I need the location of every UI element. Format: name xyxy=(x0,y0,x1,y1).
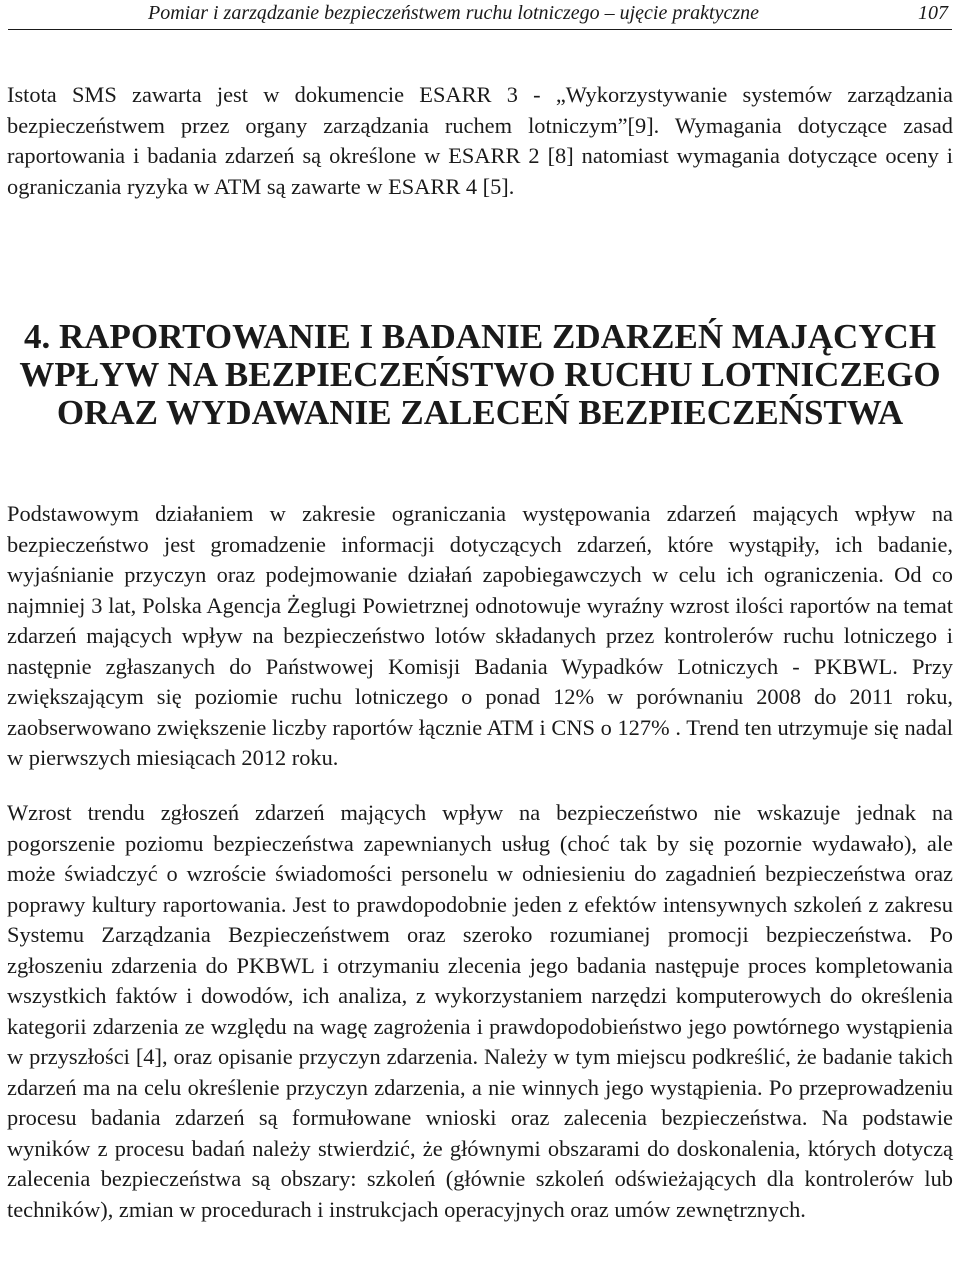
body-paragraph-2: Podstawowym działaniem w zakresie ograniczania występowania zdarzeń mających wpływ na bezpieczeństwo jest gromadzenie informacji dotyczących zdarzeń, które wystąpiły, ich badanie, wyjaśnianie przyczyn oraz podejmowanie działań zapobiegawczych w celu ich ograniczenia. Od co najmniej 3 lat, Polska Agencja Żeglugi Powietrznej odnotowuje wyraźny wzrost ilości raportów na temat zdarzeń mających wpływ na bezpieczeństwo lotów składanych przez kontrolerów ruchu lotniczego i następnie zgłaszanych do Państwowej Komisji Badania Wypadków Lotniczych - PKBWL. Przy zwiększającym się poziomie ruchu lotniczego o ponad 12% w porównaniu 2008 do 2011 roku, zaobserwowano zwiększenie liczby raportów łącznie ATM i CNS o 127% . Trend ten utrzymuje się nadal w pierwszych miesiącach 2012 roku. xyxy=(7,501,953,770)
section-heading-line-2: WPŁYW NA BEZPIECZEŃSTWO RUCHU LOTNICZEGO xyxy=(19,355,941,394)
section-heading xyxy=(0,318,960,432)
section-heading-line-1: 4. RAPORTOWANIE I BADANIE ZDARZEŃ MAJĄCYCH xyxy=(23,317,937,356)
running-header xyxy=(8,0,952,30)
body-paragraph-1: Istota SMS zawarta jest w dokumencie ESARR 3 - „Wykorzystywanie systemów zarządzania bezpieczeństwem przez organy zarządzania ruchem lotniczym”[9]. Wymagania dotyczące zasad raportowania i badania zdarzeń są określone w ESARR 2 [8] natomiast wymagania dotyczące oceny i ograniczania ryzyka w ATM są zawarte w ESARR 4 [5]. xyxy=(7,82,953,199)
page-number: 107 xyxy=(918,2,948,24)
section-heading-line-3: ORAZ WYDAWANIE ZALECEŃ BEZPIECZEŃSTWA xyxy=(56,393,904,432)
body-paragraph-3: Wzrost trendu zgłoszeń zdarzeń mających wpływ na bezpieczeństwo nie wskazuje jednak na pogorszenie poziomu bezpieczeństwa zapewnianych usług (choć tak by się pozornie wydawało), ale może świadczyć o wzroście świadomości personelu w odniesieniu do zagadnień bezpieczeństwa oraz poprawy kultury raportowania. Jest to prawdopodobnie jeden z efektów intensywnych szkoleń z zakresu Systemu Zarządzania Bezpieczeństwem oraz szeroko rozumianej promocji bezpieczeństwa. Po zgłoszeniu zdarzenia do PKBWL i otrzymaniu zlecenia jego badania następuje proces kompletowania wszystkich faktów i dowodów, ich analiza, z wykorzystaniem narzędzi komputerowych do określenia kategorii zdarzenia ze względu na wagę zagrożenia i prawdopodobieństwo jego powtórnego wystąpienia w przyszłości [4], oraz opisanie przyczyn zdarzenia. Należy w tym miejscu podkreślić, że badanie takich zdarzeń ma na celu określenie przyczyn zdarzenia, a nie winnych jego wystąpienia. Po przeprowadzeniu procesu badania zdarzeń są formułowane wnioski oraz zalecenia bezpieczeństwa. Na podstawie wyników z procesu badań należy stwierdzić, że głównymi obszarami do doskonalenia, których dotyczą zalecenia bezpieczeństwa są obszary: szkoleń (głównie szkoleń odświeżających dla kontrolerów lub techników), zmian w procedurach i instrukcjach operacyjnych oraz umów zewnętrznych. xyxy=(7,800,953,1222)
running-header-title: Pomiar i zarządzanie bezpieczeństwem ruchu lotniczego – ujęcie praktyczne xyxy=(148,2,759,24)
